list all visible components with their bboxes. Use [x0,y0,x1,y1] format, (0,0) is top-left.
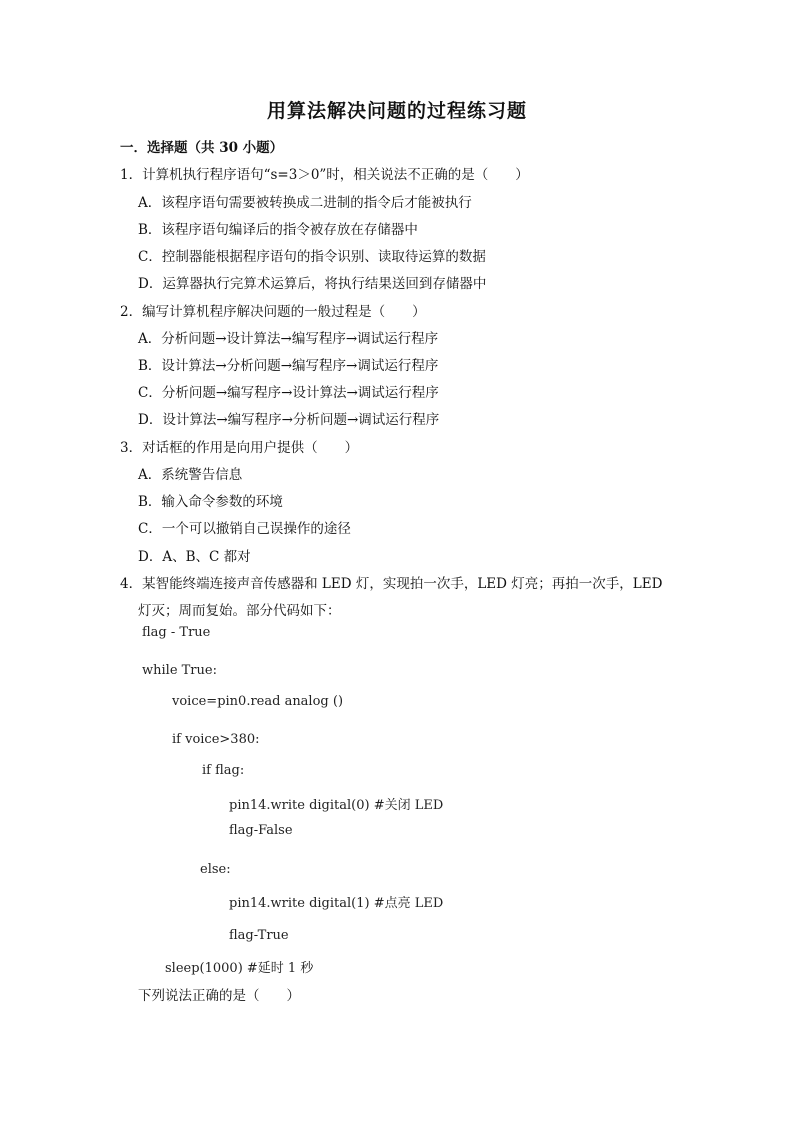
code-line-2: while True: [142,663,217,678]
question-1-option-a: A．该程序语句需要被转换成二进制的指令后才能被执行 [138,195,472,211]
code-line-4: if voice>380: [172,732,260,747]
code-line-5: if flag: [202,763,245,778]
question-1-stem: 1．计算机执行程序语句“s=3＞0”时，相关说法不正确的是（ ） [120,167,529,183]
code-line-6: pin14.write digital(0) #关闭 LED [229,798,444,813]
code-line-3: voice=pin0.read analog () [172,694,344,709]
code-line-10: flag-True [229,928,289,943]
question-4-prompt: 下列说法正确的是（ ） [138,988,300,1004]
question-4-stem-line-1: 4．某智能终端连接声音传感器和 LED 灯，实现拍一次手，LED 灯亮；再拍一次手，LED [120,576,663,592]
code-line-8: else: [200,862,231,877]
question-1-option-c: C．控制器能根据程序语句的指令识别、读取待运算的数据 [138,249,486,265]
question-4-stem-line-2: 灯灭；周而复始。部分代码如下： [138,603,341,619]
question-2-option-c: C．分析问题→编写程序→设计算法→调试运行程序 [138,385,439,401]
code-line-7: flag-False [229,823,293,838]
question-3-stem: 3．对话框的作用是向用户提供（ ） [120,440,359,456]
document-title: 用算法解决问题的过程练习题 [266,100,527,122]
question-3-option-a: A．系统警告信息 [138,467,243,483]
section-heading: 一．选择题（共 30 小题） [120,140,284,156]
question-2-stem: 2．编写计算机程序解决问题的一般过程是（ ） [120,304,426,320]
question-2-option-a: A．分析问题→设计算法→编写程序→调试运行程序 [138,331,439,347]
code-line-11: sleep(1000) #延时 1 秒 [165,961,314,976]
code-line-1: flag - True [142,625,211,640]
question-3-option-d: D．A、B、C 都对 [138,549,251,565]
question-1-option-b: B．该程序语句编译后的指令被存放在存储器中 [138,222,418,238]
question-2-option-d: D．设计算法→编写程序→分析问题→调试运行程序 [138,412,440,428]
code-line-9: pin14.write digital(1) #点亮 LED [229,896,444,911]
question-2-option-b: B．设计算法→分析问题→编写程序→调试运行程序 [138,358,439,374]
question-3-option-b: B．输入命令参数的环境 [138,494,283,510]
question-3-option-c: C．一个可以撤销自己误操作的途径 [138,521,351,537]
question-1-option-d: D．运算器执行完算术运算后，将执行结果送回到存储器中 [138,276,487,292]
